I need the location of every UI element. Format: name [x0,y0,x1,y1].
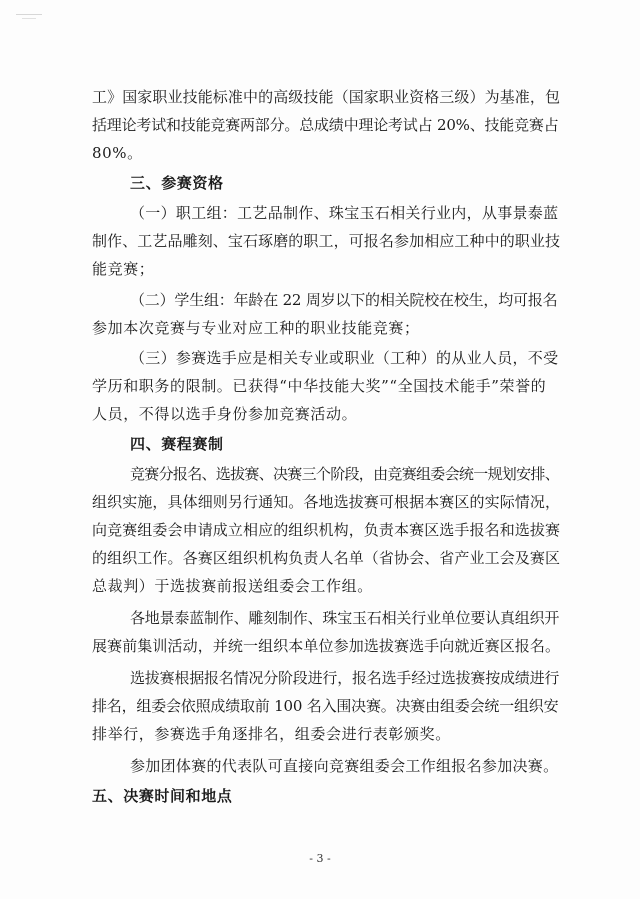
text-line: 组织实施，具体细则另行通知。各地选拔赛可根据本赛区的实际情况， [92,493,561,511]
text-line: （三）参赛选手应是相关专业或职业（工种）的从业人员，不受 [130,349,559,367]
text-line: 展赛前集训活动，并统一组织本单位参加选拔赛选手向就近赛区报名。 [92,637,561,655]
text-line: 竞赛分报名、选拔赛、决赛三个阶段，由竞赛组委会统一规划安排、 [130,465,560,483]
text-line: 排名，组委会依照成绩取前 100 名入围决赛。决赛由组委会统一组织安 [92,697,559,715]
text-line: 各地景泰蓝制作、雕刻制作、珠宝玉石相关行业单位要认真组织开 [130,609,560,627]
text-line: 制作、工艺品雕刻、宝石琢磨的职工，可报名参加相应工种中的职业技 [92,232,561,250]
section-heading: 五、决赛时间和地点 [92,787,233,805]
scan-mark [16,14,42,25]
section-heading: 四、赛程赛制 [130,435,224,453]
page-number: - 3 - [309,852,331,865]
text-line: 学历和职务的限制。已获得“中华技能大奖”“全国技术能手”荣誉的 [92,377,547,395]
text-line: 人员，不得以选手身份参加竞赛活动。 [92,405,358,423]
text-line: 参加本次竞赛与专业对应工种的职业技能竞赛； [92,319,420,337]
text-line: 选拔赛根据报名情况分阶段进行，报名选手经过选拔赛按成绩进行 [130,669,560,687]
text-line: （一）职工组：工艺品制作、珠宝玉石相关行业内，从事景泰蓝 [130,204,559,222]
text-line: 总裁判）于选拔赛前报送组委会工作组。 [92,577,373,595]
text-line: 向竞赛组委会申请成立相应的组织机构，负责本赛区选手报名和选拔赛 [92,521,561,539]
text-line: 工》国家职业技能标准中的高级技能（国家职业资格三级）为基准，包 [92,88,561,106]
text-line: （二）学生组：年龄在 22 周岁以下的相关院校在校生，均可报名 [130,291,558,309]
section-heading: 三、参赛资格 [130,174,224,192]
text-line: 能竞赛； [92,260,155,278]
text-line: 排举行，参赛选手角逐排名，组委会进行表彰颁奖。 [92,725,451,743]
text-line: 的组织工作。各赛区组织机构负责人名单（省协会、省产业工会及赛区 [92,549,561,567]
text-line: 80%。 [92,144,143,162]
text-line: 参加团体赛的代表队可直接向竞赛组委会工作组报名参加决赛。 [130,757,559,775]
text-line: 括理论考试和技能竞赛两部分。总成绩中理论考试占 20%、技能竞赛占 [92,116,559,134]
